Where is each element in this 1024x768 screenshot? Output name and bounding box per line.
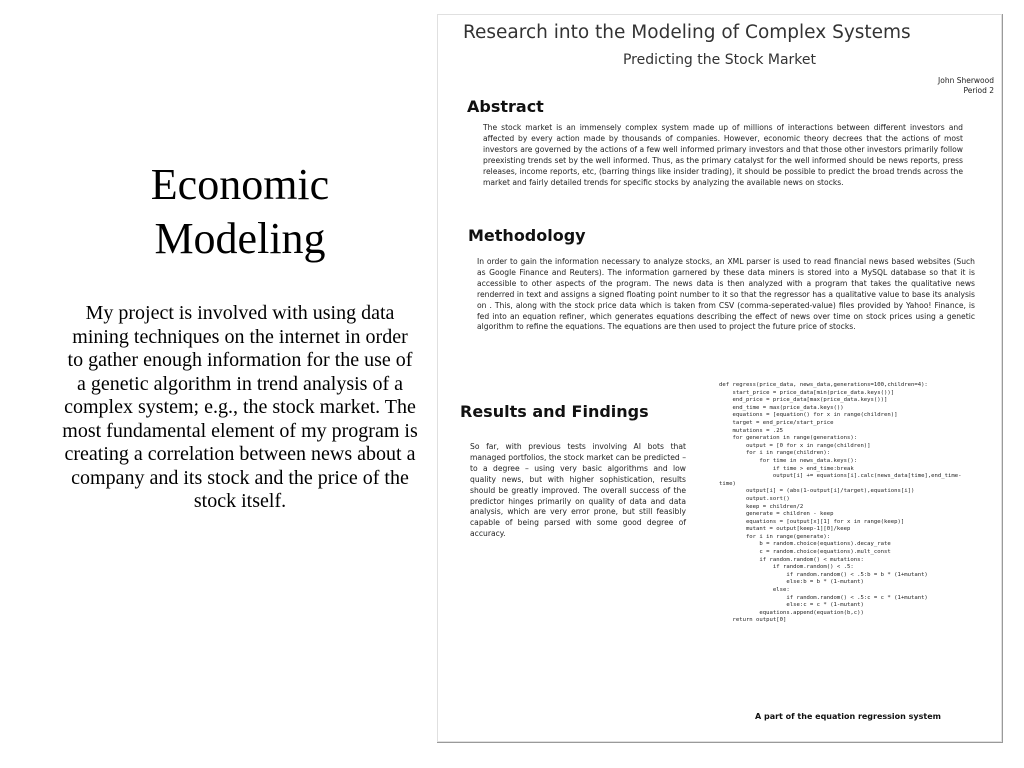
code-caption: A part of the equation regression system — [755, 712, 941, 721]
poster-author: John Sherwood — [938, 76, 994, 85]
slide-body-text: My project is involved with using data mining techniques on the internet in order to gather enough information for the use of a genetic algorithm in trend analysis of a complex system; e.g., the stock market. The most fundamental element of my program is creating a correlation between news about a company and its stock and the price of the stock itself. — [62, 302, 418, 512]
poster-title: Research into the Modeling of Complex Systems — [463, 22, 911, 43]
poster-period: Period 2 — [963, 86, 994, 95]
methodology-text: In order to gain the information necessary to analyze stocks, an XML parser is used to read financial news based websites (Such as Google Finance and Reuters). The information garnered by these data miners is stored into a MySQL database so that it is accessible to other aspects of the program. The news data is then analyzed with a program that takes the qualitative news renderred in text and assigns a signed floating point number to it so that the regressor has a qualitative value to base its analysis on . This, along with the stock price data which is taken from CSV (comma-seperated-value) files provided by Yahoo! Finance, is fed into an equation refiner, which generates equations describing the effect of news over time on stock prices using a genetic algorithm to refine the equations. The equations are then used to project the future price of stocks. — [477, 257, 975, 332]
slide-title: Economic Modeling — [150, 160, 330, 263]
results-text: So far, with previous tests involving AI bots that managed portfolios, the stock market can be predicted – to a degree – using very basic algorithms and low quality news, but with higher sophistication, results should be greatly improved. The overall success of the predictor hinges primarily on quality of data and data analysis, which are very error prone, but still feasibly capable of being parsed with some good degree of accuracy. — [470, 442, 686, 539]
abstract-heading: Abstract — [467, 97, 544, 116]
results-heading: Results and Findings — [460, 402, 649, 421]
code-listing: def regress(price_data, news_data,generations=100,children=4): start_price = price_data[min(price_data.keys())] end_price = price_data[max(price_data.keys())] end_time = max(price_data.keys()) equations = [equation() for x in range(children)] target = end_price/start_price mutations = .25 for generation in range(generations): output = [0 for x in range(children)] for i in range(children): for time in news_data.keys(): if time > end_time:break output[i] += equations[i].calc(news_data[time],end_time- time) output[i] = (abs(1-output[i]/target),equations[i]) output.sort() keep = children/2 generate = children - keep equations = [output[x][1] for x in range(keep)] mutant = output[keep-1][0]/keep for i in range(generate): b = random.choice(equations).decay_rate c = random.choice(equations).mult_const if random.random() < mutations: if random.random() < .5: if random.random() < .5:b = b * (1+mutant) else:b = b * (1-mutant) else: if random.random() < .5:c = c * (1+mutant) else:c = c * (1-mutant) equations.append(equation(b,c)) return output[0] — [719, 382, 962, 624]
research-poster-image — [437, 14, 1003, 743]
poster-subtitle: Predicting the Stock Market — [622, 52, 817, 68]
methodology-heading: Methodology — [468, 226, 586, 245]
abstract-text: The stock market is an immensely complex system made up of millions of interactions between different investors and affected by every action made by thousands of companies. However, economic theory decrees that the actions of most investors are governed by the actions of a few well informed primary investors and that those other investors primarily follow preexisting trends set by the well informed. Thus, as the primary catalyst for the well informed should be news reports, press releases, income reports, etc, (barring things like insider trading), it should be possible to predict the broad trends across the market and fairly detailed trends for specific stocks by analyzing the available news on stocks. — [483, 123, 963, 187]
poster-author-block — [938, 76, 994, 96]
